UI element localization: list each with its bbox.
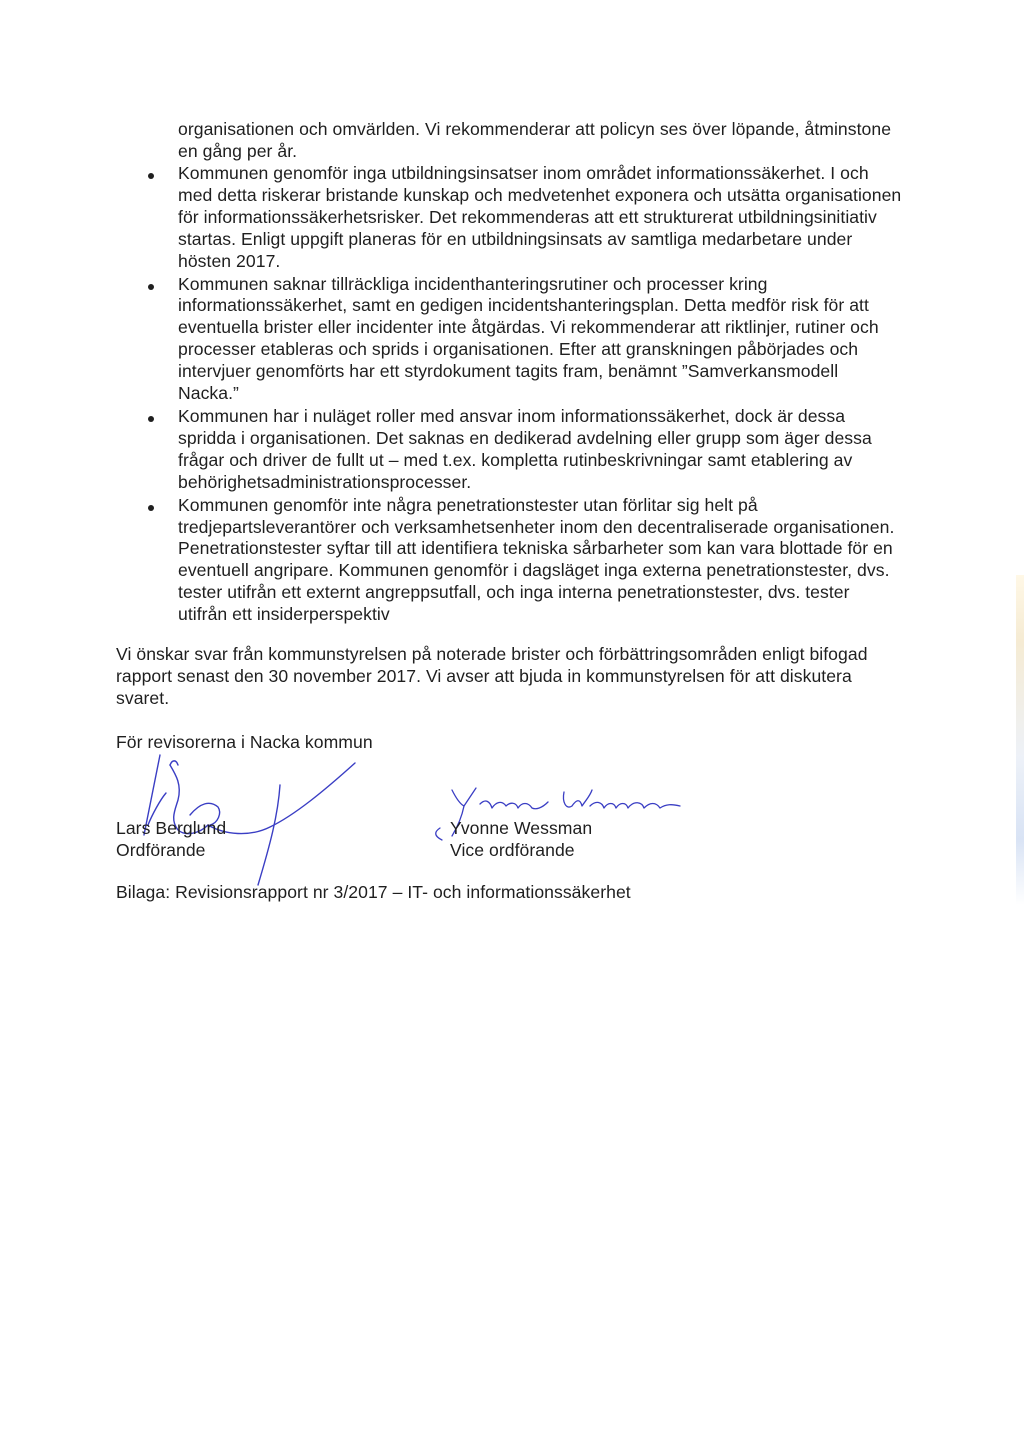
signatory-name: Yvonne Wessman bbox=[450, 818, 593, 838]
findings-list bbox=[178, 163, 903, 627]
finding-item: Kommunen saknar tillräckliga incidenthanteringsrutiner och processer kring informationssäkerhet, samt en gedigen incidentshanteringsplan. Detta medför risk för att eventuella brister eller incidenter inte åtgärdas. Vi rekommenderar att riktlinjer, rutiner och processer etableras och sprids i organisationen. Efter att granskningen påbörjades och intervjuer genomförts har ett styrdokument tagits fram, benämnt ”Samverkansmodell Nacka.” bbox=[178, 274, 903, 405]
closing-paragraph: Vi önskar svar från kommunstyrelsen på noterade brister och förbättringsområden enligt bifogad rapport senast den 30 november 2017. Vi avser att bjuda in kommunstyrelsen för att diskutera svaret. bbox=[116, 644, 868, 708]
signatory-left bbox=[116, 818, 226, 862]
signatory-right bbox=[450, 818, 592, 862]
finding-item: Kommunen genomför inga utbildningsinsatser inom området informationssäkerhet. I och med detta riskerar bristande kunskap och medvetenhet exponera och utsätta organisationen för informationssäkerhetsrisker. Det rekommenderas att ett strukturerat utbildningsinitiativ startas. Enligt uppgift planeras för en utbildningsinsats av samtliga medarbetare under hösten 2017. bbox=[178, 163, 902, 271]
greeting-line: För revisorerna i Nacka kommun bbox=[116, 732, 373, 752]
finding-item: Kommunen genomför inte några penetrationstester utan förlitar sig helt på tredjepartsleverantörer och verksamhetsenheter inom den decentraliserade organisationen. Penetrationstester syftar till att identifiera tekniska sårbarheter som kan vara blottade för en eventuell angripare. Kommunen genomför i dagsläget inga externa penetrationstester, dvs. tester utifrån ett externt angreppsutfall, och inga interna penetrationstester, dvs. tester utifrån ett insiderperspektiv bbox=[178, 495, 903, 626]
finding-item: Kommunen har i nuläget roller med ansvar inom informationssäkerhet, dock är dessa spridda i organisationen. Det saknas en dedikerad avdelning eller grupp som äger dessa frågar och driver de fullt ut – med t.ex. kompletta rutinbeskrivningar samt etablering av behörighetsadministrationsprocesser. bbox=[178, 406, 903, 494]
continued-paragraph: organisationen och omvärlden. Vi rekommenderar att policyn ses över löpande, åtminstone en gång per år. bbox=[178, 119, 892, 161]
scan-edge-artifact bbox=[1016, 575, 1024, 905]
signatory-role: Ordförande bbox=[116, 839, 206, 860]
signatory-role: Vice ordförande bbox=[450, 839, 575, 860]
attachment-line: Bilaga: Revisionsrapport nr 3/2017 – IT- och informationssäkerhet bbox=[116, 882, 631, 902]
signatory-name: Lars Berglund bbox=[116, 818, 227, 838]
